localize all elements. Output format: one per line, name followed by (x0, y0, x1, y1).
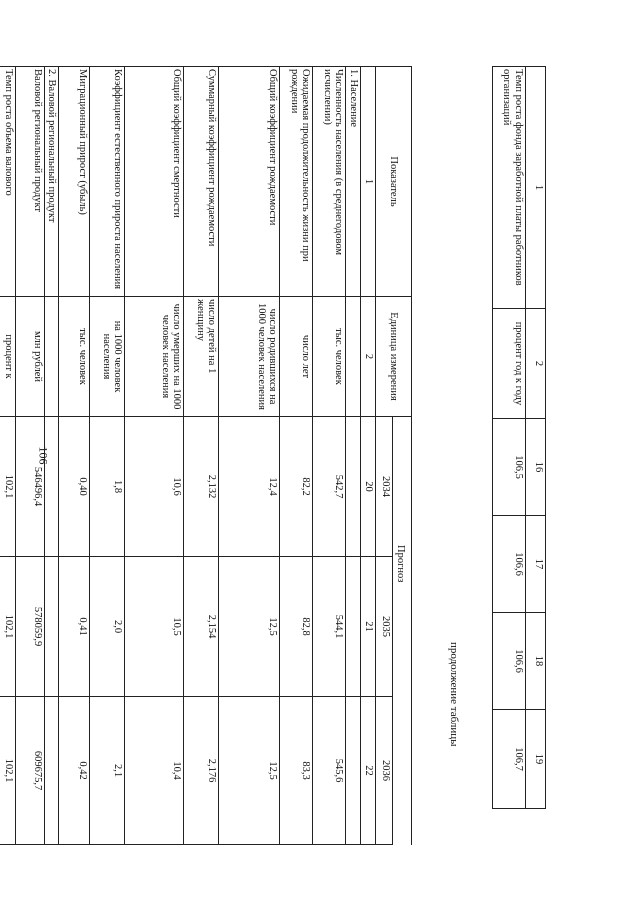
top-header-cell: 16 (526, 419, 546, 516)
value-cell: 12,4 (219, 417, 280, 557)
column-number-cell: 22 (361, 697, 376, 845)
empty-cell (346, 557, 361, 697)
table-row (280, 67, 313, 845)
value-cell: 106,6 (493, 516, 526, 613)
top-table-row (493, 67, 526, 809)
value-cell: 0,40 (59, 417, 90, 557)
indicator-cell: Темп роста объема валового (0, 67, 15, 297)
column-number-cell: 20 (361, 417, 376, 557)
value-cell: 546496,4 (15, 417, 44, 557)
unit-header: Единица измерения (376, 297, 412, 417)
value-cell: 2,154 (184, 557, 219, 697)
unit-cell: число лет (280, 297, 313, 417)
value-cell: 0,42 (59, 697, 90, 845)
indicator-cell: Суммарный коэффициент рождаемости (184, 67, 219, 297)
empty-cell (346, 697, 361, 845)
value-cell: 106,5 (493, 419, 526, 516)
indicator-cell: Миграционный прирост (убыль) (59, 67, 90, 297)
table-row (15, 67, 44, 845)
value-cell: 10,5 (125, 557, 184, 697)
value-cell: 1,8 (90, 417, 125, 557)
value-cell: 2,176 (184, 697, 219, 845)
unit-cell: тыс. человек (313, 297, 346, 417)
value-cell: 82,2 (280, 417, 313, 557)
value-cell: 542,7 (313, 417, 346, 557)
unit-cell: процент к (0, 297, 15, 417)
top-table-header-row (526, 67, 546, 809)
continuation-label: продолжение таблицы (448, 642, 460, 747)
unit-cell: процент год к году (493, 309, 526, 419)
value-cell: 2,132 (184, 417, 219, 557)
top-table (492, 66, 546, 809)
top-header-cell: 19 (526, 710, 546, 809)
main-column-number-row (361, 67, 376, 845)
table-row (184, 67, 219, 845)
main-header-row (393, 67, 412, 845)
indicator-cell: Валовой региональный продукт (15, 67, 44, 297)
year-cell: 2036 (376, 697, 393, 845)
value-cell: 10,4 (125, 697, 184, 845)
forecast-label: Прогноз (394, 545, 406, 583)
unit-cell: число умерших на 1000 человек населения (125, 297, 184, 417)
empty-cell (44, 557, 59, 697)
value-cell: 609675,7 (15, 697, 44, 845)
unit-cell: на 1000 человек населения (90, 297, 125, 417)
page-number: 106 (36, 446, 51, 465)
value-cell: 106,6 (493, 613, 526, 710)
empty-cell (44, 697, 59, 845)
value-cell: 10,6 (125, 417, 184, 557)
section-title: 1. Население (346, 67, 361, 297)
unit-cell: млн рублей (15, 297, 44, 417)
value-cell: 83,3 (280, 697, 313, 845)
empty-cell (44, 417, 59, 557)
indicator-header: Показатель (376, 67, 412, 297)
value-cell: 12,5 (219, 697, 280, 845)
indicator-cell: Коэффициент естественного прироста населения (90, 67, 125, 297)
value-cell: 102,1 (0, 417, 15, 557)
value-cell: 0,41 (59, 557, 90, 697)
value-cell: 2,1 (90, 697, 125, 845)
unit-cell: число родившихся на 1000 человек населения (219, 297, 280, 417)
value-cell: 578059,9 (15, 557, 44, 697)
value-cell: 102,1 (0, 697, 15, 845)
top-header-cell: 1 (526, 67, 546, 309)
table-row (313, 67, 346, 845)
indicator-cell: Численность населения (в среднегодовом исчислении) (313, 67, 346, 297)
top-header-cell: 17 (526, 516, 546, 613)
section-row (346, 67, 361, 845)
empty-cell (346, 417, 361, 557)
indicator-cell: Общий коэффициент рождаемости (219, 67, 280, 297)
indicator-cell: Темп роста фонда заработной платы работников организаций (493, 67, 526, 309)
column-number-cell: 1 (361, 67, 376, 297)
value-cell: 544,1 (313, 557, 346, 697)
table-row (90, 67, 125, 845)
value-cell: 12,5 (219, 557, 280, 697)
section-title: 2. Валовой региональный продукт (44, 67, 59, 297)
indicator-cell: Ожидаемая продолжительность жизни при рождении (280, 67, 313, 297)
year-cell: 2035 (376, 557, 393, 697)
main-table (0, 66, 412, 845)
table-row (219, 67, 280, 845)
table-row (0, 67, 15, 845)
value-cell: 82,8 (280, 557, 313, 697)
empty-cell (346, 297, 361, 417)
empty-cell (44, 297, 59, 417)
top-header-cell: 2 (526, 309, 546, 419)
table-row (125, 67, 184, 845)
indicator-cell: Общий коэффициент смертности (125, 67, 184, 297)
value-cell: 106,7 (493, 710, 526, 809)
column-number-cell: 2 (361, 297, 376, 417)
top-header-cell: 18 (526, 613, 546, 710)
column-number-cell: 21 (361, 557, 376, 697)
value-cell: 102,1 (0, 557, 15, 697)
table-row (59, 67, 90, 845)
value-cell: 545,6 (313, 697, 346, 845)
forecast-header (393, 417, 412, 845)
section-row (44, 67, 59, 845)
unit-cell: тыс. человек (59, 297, 90, 417)
unit-cell: число детей на 1 женщину (184, 297, 219, 417)
year-cell: 2034 (376, 417, 393, 557)
value-cell: 2,0 (90, 557, 125, 697)
